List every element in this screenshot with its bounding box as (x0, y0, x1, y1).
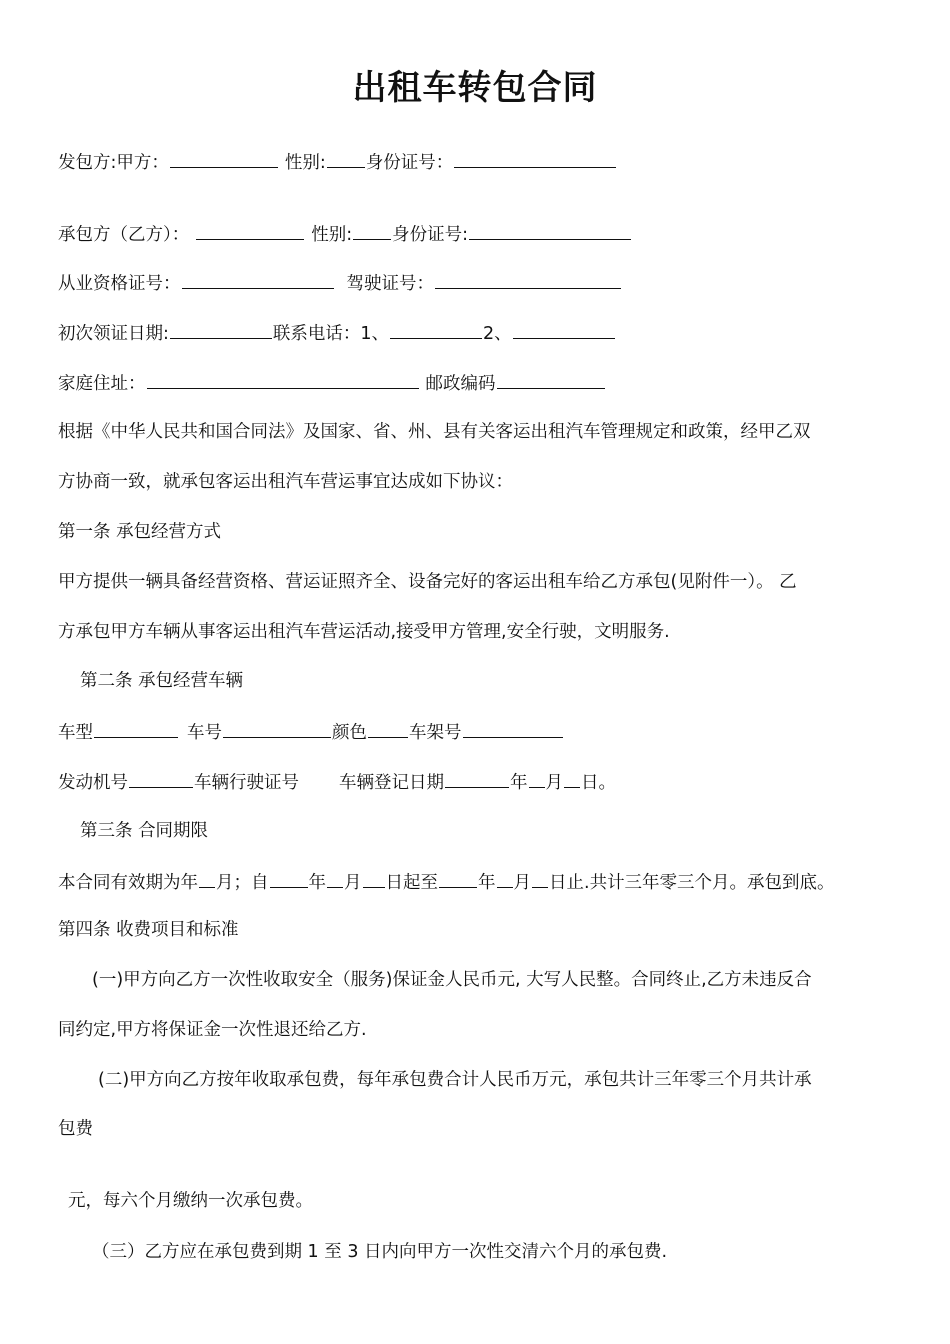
vehicle-type-blank (94, 718, 178, 738)
end-month-blank (497, 868, 513, 888)
vehicle-type-label: 车型 (58, 723, 93, 743)
reg-year-blank (445, 768, 509, 788)
party-a-label: 发包方:甲方： (58, 153, 169, 173)
phone-2-blank (513, 319, 615, 339)
phone-label: 联系电话：1、 (272, 324, 390, 344)
party-a-line (58, 148, 617, 174)
article-4-item-1-line-1: (一)甲方向乙方一次性收取安全（服务)保证金人民币元, 大写人民整。合同终止,乙方未违反合 (92, 970, 812, 990)
engine-label: 发动机号 (58, 773, 128, 793)
start-year-blank (270, 868, 308, 888)
party-b-id-blank (469, 220, 631, 240)
month-label: 月 (545, 773, 563, 793)
color-blank (368, 718, 408, 738)
address-blank (147, 369, 419, 389)
day-label: 日。 (581, 773, 616, 793)
postcode-blank (497, 369, 605, 389)
party-b-gender-label: 性别: (311, 225, 353, 245)
article-4-item-2-line-2: 包费 (58, 1119, 93, 1139)
party-b-id-label: 身份证号: (392, 225, 469, 245)
term-month-blank (199, 868, 215, 888)
term-year-2: 年 (478, 873, 496, 893)
party-b-name-blank (196, 220, 304, 240)
term-month-2: 月 (513, 873, 531, 893)
address-line (58, 369, 606, 395)
end-year-blank (439, 868, 477, 888)
phone-1-blank (390, 319, 482, 339)
article-4-item-2-line-3: 元，每六个月缴纳一次承包费。 (68, 1191, 313, 1211)
driver-license-label: 驾驶证号： (346, 274, 434, 294)
start-month-blank (327, 868, 343, 888)
postcode-label: 邮政编码 (425, 374, 496, 394)
term-text-3: 日起至 (385, 873, 438, 893)
vehicle-line (58, 718, 564, 744)
article-4-heading: 第四条 收费项目和标准 (58, 920, 239, 940)
qualification-blank (182, 269, 334, 289)
contact-line (58, 319, 616, 345)
first-license-date-label: 初次领证日期: (58, 324, 169, 344)
color-label: 颜色 (332, 723, 367, 743)
document-title: 出租车转包合同 (352, 68, 598, 108)
preamble-line-1: 根据《中华人民共和国合同法》及国家、省、州、县有关客运出租汽车管理规定和政策，经甲乙双 (58, 422, 811, 442)
year-label: 年 (510, 773, 528, 793)
start-day-blank (363, 868, 385, 888)
article-4-item-3: （三）乙方应在承包费到期 1 至 3 日内向甲方一次性交清六个月的承包费. (92, 1242, 668, 1262)
registration-cert-label: 车辆行驶证号 (194, 773, 299, 793)
party-b-label: 承包方（乙方）： (58, 225, 190, 245)
plate-blank (223, 718, 331, 738)
term-month-1: 月 (344, 873, 362, 893)
party-a-gender-blank (327, 148, 365, 168)
engine-line (58, 768, 616, 794)
term-year-1: 年 (308, 873, 326, 893)
article-4-item-1-line-2: 同约定,甲方将保证金一次性退还给乙方. (58, 1020, 367, 1040)
party-a-name-blank (170, 148, 278, 168)
article-3-heading: 第三条 合同期限 (80, 821, 209, 841)
party-b-gender-blank (353, 220, 391, 240)
registration-date-label: 车辆登记日期 (339, 773, 444, 793)
preamble-line-2: 方协商一致，就承包客运出租汽车营运事宜达成如下协议： (58, 472, 513, 492)
reg-month-blank (529, 768, 545, 788)
driver-license-blank (435, 269, 621, 289)
article-1-text-1: 甲方提供一辆具备经营资格、营运证照齐全、设备完好的客运出租车给乙方承包(见附件一）。 乙 (58, 572, 797, 592)
party-b-line (58, 220, 632, 246)
qualification-label: 从业资格证号： (58, 274, 181, 294)
first-license-date-blank (170, 319, 272, 339)
article-4-item-2-line-1: (二)甲方向乙方按年收取承包费，每年承包费合计人民币万元，承包共计三年零三个月共计承 (98, 1070, 812, 1090)
engine-blank (129, 768, 193, 788)
end-day-blank (532, 868, 548, 888)
address-label: 家庭住址： (58, 374, 146, 394)
license-line (58, 269, 622, 295)
article-2-heading: 第二条 承包经营车辆 (80, 671, 244, 691)
article-1-heading: 第一条 承包经营方式 (58, 522, 222, 542)
frame-label: 车架号 (409, 723, 462, 743)
term-text-2: 月；自 (216, 873, 269, 893)
plate-label: 车号 (187, 723, 222, 743)
party-a-gender-label: 性别: (284, 153, 326, 173)
party-a-id-blank (454, 148, 616, 168)
term-text-4: 日止.共计三年零三个月。承包到底。 (549, 873, 835, 893)
phone-2-label: 2、 (483, 324, 512, 344)
reg-day-blank (564, 768, 580, 788)
article-1-text-2: 方承包甲方车辆从事客运出租汽车营运活动,接受甲方管理,安全行驶，文明服务. (58, 622, 670, 642)
frame-blank (463, 718, 563, 738)
party-a-id-label: 身份证号： (365, 153, 454, 173)
term-text-1: 本合同有效期为年 (58, 873, 198, 893)
term-line (58, 868, 835, 894)
